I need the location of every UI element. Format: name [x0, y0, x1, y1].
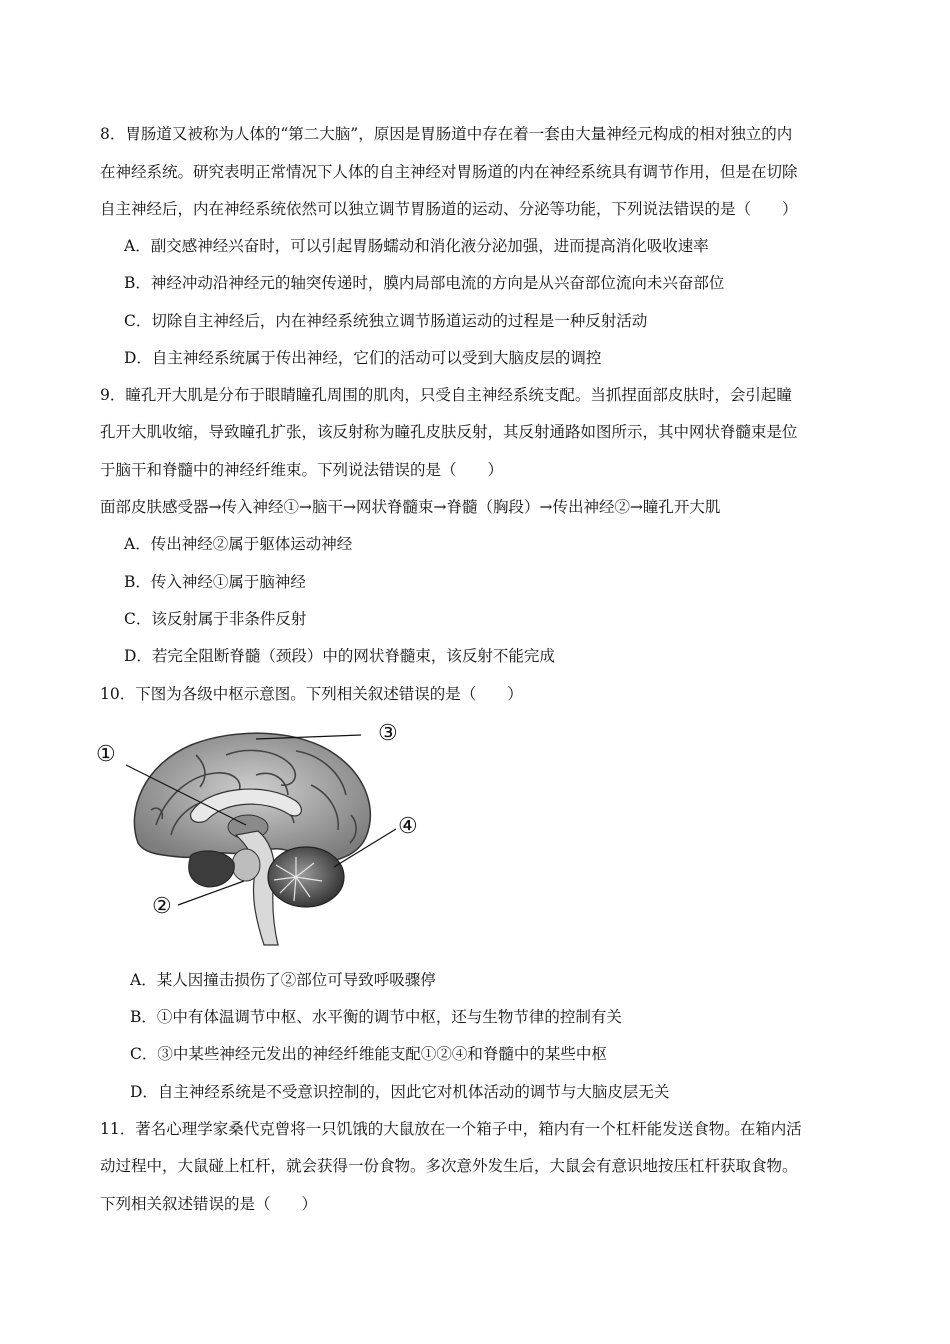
brain-label-4: ④: [398, 814, 418, 839]
q8-option-a: A．副交感神经兴奋时，可以引起胃肠蠕动和消化液分泌加强，进而提高消化吸收速率: [124, 237, 709, 255]
q9-stem-line-1: 9．瞳孔开大肌是分布于眼睛瞳孔周围的肌肉，只受自主神经系统支配。当抓捏面部皮肤时，会引起瞳: [100, 386, 792, 404]
q9-pathway: 面部皮肤感受器→传入神经①→脑干→网状脊髓束→脊髓（胸段）→传出神经②→瞳孔开大肌: [100, 498, 721, 516]
q10-option-b: B．①中有体温调节中枢、水平衡的调节中枢，还与生物节律的控制有关: [130, 1008, 622, 1026]
q9-stem-line-2: 孔开大肌收缩，导致瞳孔扩张，该反射称为瞳孔皮肤反射，其反射通路如图所示，其中网状脊髓束是位: [100, 423, 798, 441]
q8-option-d: D．自主神经系统属于传出神经，它们的活动可以受到大脑皮层的调控: [124, 349, 602, 367]
q10-option-a: A．某人因撞击损伤了②部位可导致呼吸骤停: [130, 971, 436, 989]
brain-label-2: ②: [152, 894, 172, 919]
q9-option-b: B．传入神经①属于脑神经: [124, 573, 306, 591]
q9-option-d: D．若完全阻断脊髓（颈段）中的网状脊髓束，该反射不能完成: [124, 647, 555, 665]
q11-stem-line-1: 11．著名心理学家桑代克曾将一只饥饿的大鼠放在一个箱子中，箱内有一个杠杆能发送食物。在箱内活: [100, 1120, 802, 1138]
brain-label-3: ③: [378, 721, 398, 746]
q8-stem-line-1: 8．胃肠道又被称为人体的“第二大脑”，原因是胃肠道中存在着一套由大量神经元构成的相对独立的内: [100, 125, 793, 143]
q8-stem-line-2: 在神经系统。研究表明正常情况下人体的自主神经对胃肠道的内在神经系统具有调节作用，但是在切除: [100, 163, 798, 181]
q10-stem: 10．下图为各级中枢示意图。下列相关叙述错误的是（ ）: [100, 685, 523, 703]
q11-stem-line-3: 下列相关叙述错误的是（ ）: [100, 1195, 318, 1213]
q8-option-c: C．切除自主神经后，内在神经系统独立调节肠道运动的过程是一种反射活动: [124, 312, 648, 330]
cerebellum: [268, 847, 344, 907]
temporal-lobe: [189, 851, 235, 887]
brain-diagram: [96, 715, 416, 955]
q8-stem-line-3: 自主神经后，内在神经系统依然可以独立调节胃肠道的运动、分泌等功能，下列说法错误的是（ ）: [100, 200, 798, 218]
brain-label-1: ①: [96, 742, 116, 767]
pons: [232, 849, 260, 881]
q11-stem-line-2: 动过程中，大鼠碰上杠杆，就会获得一份食物。多次意外发生后，大鼠会有意识地按压杠杆获取食物。: [100, 1157, 798, 1175]
q9-option-c: C．该反射属于非条件反射: [124, 610, 307, 628]
brain-sagittal-svg: [96, 715, 416, 955]
q9-stem-line-3: 于脑干和脊髓中的神经纤维束。下列说法错误的是（ ）: [100, 461, 504, 479]
q10-option-c: C．③中某些神经元发出的神经纤维能支配①②④和脊髓中的某些中枢: [130, 1045, 607, 1063]
q10-option-d: D．自主神经系统是不受意识控制的，因此它对机体活动的调节与大脑皮层无关: [130, 1083, 670, 1101]
q9-option-a: A．传出神经②属于躯体运动神经: [124, 535, 353, 553]
q8-option-b: B．神经冲动沿神经元的轴突传递时，膜内局部电流的方向是从兴奋部位流向未兴奋部位: [124, 274, 725, 292]
